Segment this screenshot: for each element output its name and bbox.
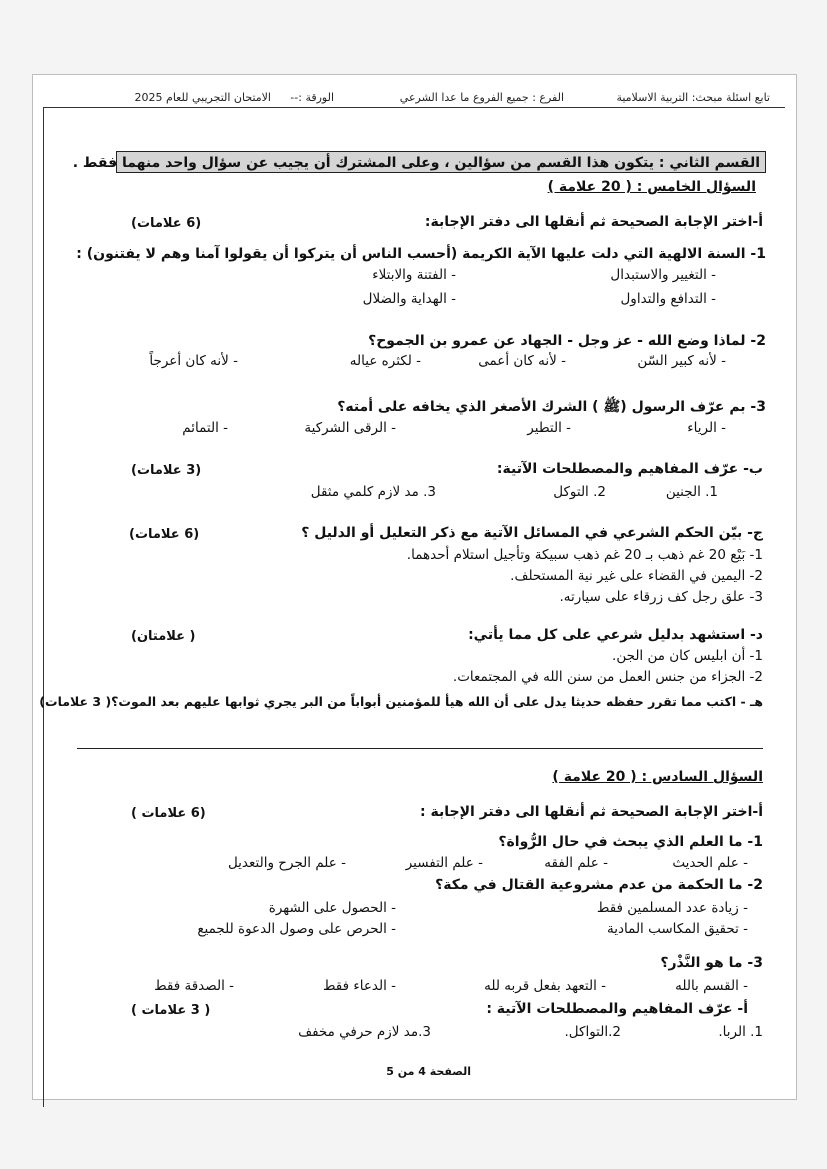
q6-a-instruction: أ-اختر الإجابة الصحيحة ثم أنقلها الى دفتر الإجابة : [420,804,763,820]
q6-a-item3-opt4: - الصدقة فقط [154,978,234,994]
q6-a-item2-opt4: - الحرص على وصول الدعوة للجميع [197,921,396,937]
q6-b-term1: 1. الربا. [718,1024,763,1040]
q6-a-item2: 2- ما الحكمة من عدم مشروعية القتال في مكة؟ [435,877,763,893]
q5-a-item2-opt1: - لأنه كبير السّن [637,353,726,369]
q5-a-item1-opt2: - الفتنة والابتلاء [372,267,456,283]
q6-a-item1: 1- ما العلم الذي يبحث في حال الرُّواة؟ [498,834,763,850]
q6-a-item1-opt3: - علم التفسير [405,855,483,871]
q6-a-item2-opt3: - تحقيق المكاسب المادية [607,921,748,937]
q5-title: السؤال الخامس : ( 20 علامة ) [547,179,756,195]
q6-a-item1-opt4: - علم الجرح والتعديل [227,855,346,871]
q5-d-item2: 2- الجزاء من جنس العمل من سنن الله في المجتمعات. [452,669,763,685]
q6-a-item3-opt3: - الدعاء فقط [322,978,396,994]
q5-c-item3: 3- علق رجل كف زرقاء على سيارته. [559,589,763,605]
q5-b-marks: (3 علامات) [131,463,202,478]
question-divider [77,748,763,749]
q5-d-item1: 1- أن ابليس كان من الجن. [612,648,763,664]
header-exam: الامتحان التجريبي للعام 2025 [134,91,271,104]
q6-a-item2-opt2: - الحصول على الشهرة [268,900,396,916]
q5-c-item1: 1- بَيْع 20 غم ذهب بـ 20 غم ذهب سبيكة وتأجيل استلام أحدهما. [406,547,763,563]
header-paper: الورقة :-- [290,91,334,104]
q5-a-item3-opt2: - التطير [527,420,571,436]
left-margin-rule [43,107,44,1107]
header-rule [43,107,785,108]
q5-a-item3-opt1: - الرياء [687,420,726,436]
q6-a-marks: (6 علامات ) [131,806,206,821]
q6-a-item3-opt2: - التعهد بفعل قربه لله [484,978,606,994]
q5-d-marks: ( علامتان) [131,629,196,644]
q5-a-item1-opt4: - الهداية والضلال [362,291,456,307]
q5-a-item2: 2- لماذا وضع الله - عز وجل - الجهاد عن عمرو بن الجموح؟ [368,333,766,349]
q5-a-item2-opt4: - لأنه كان أعرجاً [149,353,238,369]
q5-b-term1: 1. الجنين [665,484,718,500]
q5-c-item2: 2- اليمين في القضاء على غير نية المستحلف. [510,568,763,584]
q6-a-item1-opt2: - علم الفقه [544,855,608,871]
q6-title: السؤال السادس : ( 20 علامة ) [552,769,763,785]
q5-c-marks: (6 علامات) [129,527,200,542]
q5-b-term3: 3. مد لازم كلمي مثقل [310,484,436,500]
q5-b-term2: 2. التوكل [553,484,606,500]
header-branch: الفرع : جميع الفروع ما عدا الشرعي [399,91,564,104]
page-number: الصفحة 4 من 5 [386,1065,471,1078]
header-subject: تابع اسئلة مبحث: التربية الاسلامية [616,91,770,104]
q5-a-item1-opt1: - التغيير والاستبدال [610,267,716,283]
q6-b-instruction: أ- عرّف المفاهيم والمصطلحات الآتية : [486,1001,748,1017]
q5-d-instruction: د- استشهد بدليل شرعي على كل مما يأتي: [468,627,763,643]
q6-a-item3: 3- ما هو النَّذْر؟ [660,955,763,971]
q6-b-term2: 2.التواكل. [564,1024,621,1040]
q6-a-item3-opt1: - القسم بالله [675,978,748,994]
q5-a-item3-opt4: - التمائم [182,420,228,436]
section-title: القسم الثاني : يتكون هذا القسم من سؤالين ، وعلى المشترك أن يجيب عن سؤال واحد منهما فقط . [72,155,760,171]
q6-b-marks: ( 3 علامات ) [131,1003,211,1018]
q5-e-text: هـ - اكتب مما تقرر حفظه حديثا يدل على أن الله هيأ للمؤمنين أبواباً من البر يجري ثوابها عليهم بعد الموت؟( 3 علامات) [39,694,763,709]
q6-b-term3: 3.مد لازم حرفي مخفف [298,1024,431,1040]
exam-page [32,74,797,1100]
q5-a-instruction: أ-اختر الإجابة الصحيحة ثم أنقلها الى دفتر الإجابة: [424,214,763,230]
q5-a-item3-opt3: - الرقى الشركية [304,420,396,436]
q5-b-instruction: ب- عرّف المفاهيم والمصطلحات الآتية: [496,461,763,477]
q5-a-marks: (6 علامات) [131,216,202,231]
q5-a-item1: 1- السنة الالهية التي دلت عليها الآية الكريمة (أحسب الناس أن يتركوا أن يقولوا آمنا وهم لا يفتنون) : [76,246,766,262]
q5-a-item3: 3- بم عرّف الرسول (ﷺ ) الشرك الأصغر الذي يخافه على أمته؟ [337,399,766,415]
q5-a-item2-opt3: - لكثره عياله [349,353,421,369]
q6-a-item2-opt1: - زيادة عدد المسلمين فقط [596,900,748,916]
q5-c-instruction: ج- بيّن الحكم الشرعي في المسائل الآتية مع ذكر التعليل أو الدليل ؟ [301,525,763,541]
q6-a-item1-opt1: - علم الحديث [672,855,748,871]
q5-a-item1-opt3: - التدافع والتداول [620,291,716,307]
q5-a-item2-opt2: - لأنه كان أعمى [478,353,566,369]
